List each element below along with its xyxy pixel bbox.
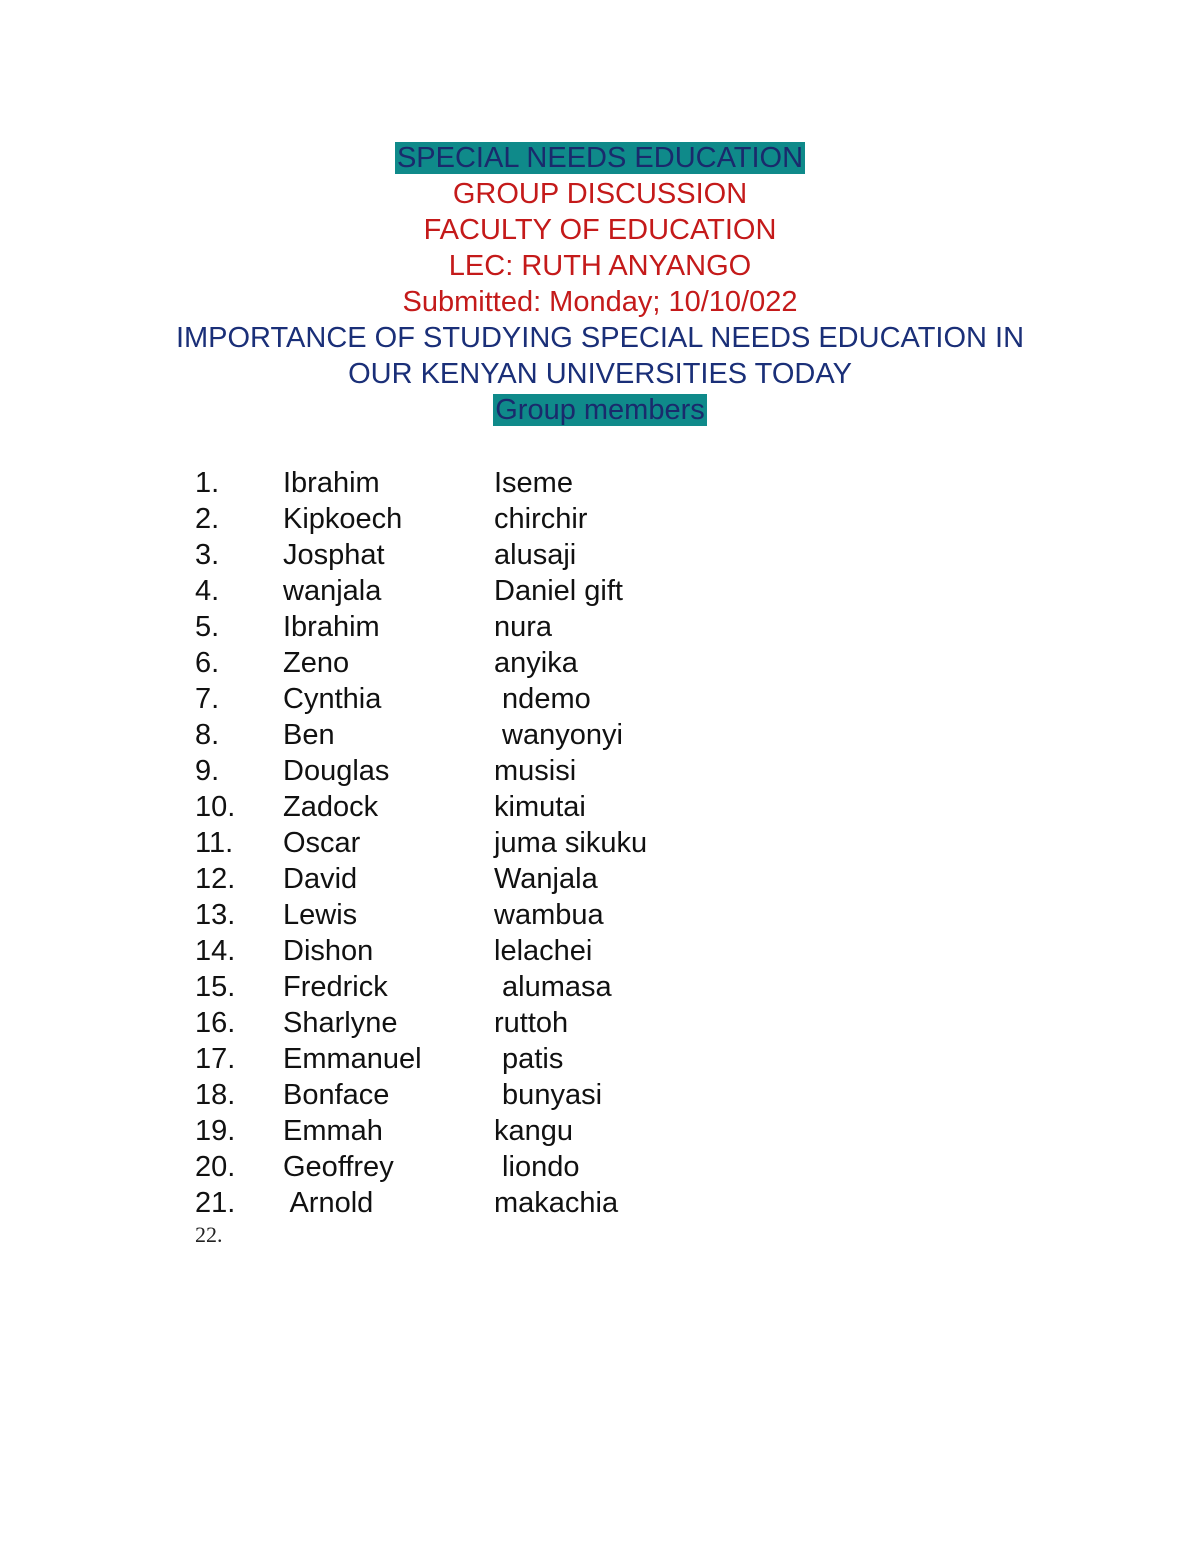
member-first-name: Bonface	[283, 1079, 390, 1111]
list-item	[0, 645, 1200, 681]
member-number: 2.	[195, 503, 220, 535]
list-item	[0, 573, 1200, 609]
document-header	[0, 140, 1200, 428]
course-title-line	[0, 140, 1200, 176]
member-first-name: Dishon	[283, 935, 374, 967]
list-item	[0, 1149, 1200, 1185]
member-first-name: Kipkoech	[283, 503, 403, 535]
member-number: 5.	[195, 611, 220, 643]
member-last-name: bunyasi	[494, 1079, 603, 1111]
list-item	[0, 1185, 1200, 1221]
member-first-name: Lewis	[283, 899, 358, 931]
list-item	[0, 825, 1200, 861]
list-item	[0, 1113, 1200, 1149]
member-number: 15.	[195, 971, 236, 1003]
member-number: 20.	[195, 1151, 236, 1183]
topic-line-2: OUR KENYAN UNIVERSITIES TODAY	[348, 358, 852, 390]
lecturer-name: LEC: RUTH ANYANGO	[448, 250, 752, 282]
members-heading-line	[0, 392, 1200, 428]
member-first-name: Geoffrey	[283, 1151, 394, 1183]
member-last-name: lelachei	[494, 935, 593, 967]
list-item	[0, 717, 1200, 753]
member-number: 21.	[195, 1187, 236, 1219]
topic-line-1: IMPORTANCE OF STUDYING SPECIAL NEEDS EDUCATION IN	[175, 322, 1025, 354]
list-item	[0, 861, 1200, 897]
member-number: 1.	[195, 467, 220, 499]
list-item	[0, 465, 1200, 501]
member-number: 19.	[195, 1115, 236, 1147]
list-item	[0, 933, 1200, 969]
member-last-name: nura	[494, 611, 553, 643]
member-number: 9.	[195, 755, 220, 787]
list-item	[0, 789, 1200, 825]
member-first-name: Ben	[283, 719, 335, 751]
trailing-list-number: 22.	[195, 1222, 223, 1247]
member-last-name: patis	[494, 1043, 564, 1075]
member-last-name: anyika	[494, 647, 578, 679]
member-last-name: Daniel gift	[494, 575, 623, 607]
member-number: 3.	[195, 539, 220, 571]
list-item	[0, 681, 1200, 717]
member-first-name: David	[283, 863, 358, 895]
member-last-name: Wanjala	[494, 863, 598, 895]
members-list	[0, 465, 1200, 1221]
member-last-name: wanyonyi	[494, 719, 623, 751]
member-first-name: Ibrahim	[283, 467, 380, 499]
member-number: 14.	[195, 935, 236, 967]
member-number: 16.	[195, 1007, 236, 1039]
member-number: 11.	[195, 827, 234, 859]
member-first-name: Cynthia	[283, 683, 382, 715]
member-last-name: ndemo	[494, 683, 591, 715]
member-number: 10.	[195, 791, 236, 823]
activity-title: GROUP DISCUSSION	[452, 178, 748, 210]
member-number: 8.	[195, 719, 220, 751]
member-last-name: musisi	[494, 755, 577, 787]
member-number: 17.	[195, 1043, 236, 1075]
list-item	[0, 897, 1200, 933]
faculty-title: FACULTY OF EDUCATION	[423, 214, 777, 246]
list-item	[0, 609, 1200, 645]
list-item	[0, 537, 1200, 573]
course-title: SPECIAL NEEDS EDUCATION	[396, 142, 804, 174]
members-heading: Group members	[495, 394, 705, 426]
member-last-name: kimutai	[494, 791, 586, 823]
list-item	[0, 1005, 1200, 1041]
member-first-name: Sharlyne	[283, 1007, 398, 1039]
member-last-name: chirchir	[494, 503, 588, 535]
member-first-name: Arnold	[283, 1187, 374, 1219]
member-first-name: Emmanuel	[283, 1043, 422, 1075]
member-last-name: juma sikuku	[494, 827, 648, 859]
member-number: 7.	[195, 683, 220, 715]
member-last-name: liondo	[494, 1151, 580, 1183]
list-item	[0, 1041, 1200, 1077]
submission-date: Submitted: Monday; 10/10/022	[402, 286, 798, 318]
member-number: 13.	[195, 899, 236, 931]
list-item	[0, 1077, 1200, 1113]
member-number: 12.	[195, 863, 236, 895]
member-first-name: Douglas	[283, 755, 390, 787]
member-last-name: kangu	[494, 1115, 574, 1147]
member-last-name: alusaji	[494, 539, 577, 571]
member-last-name: wambua	[494, 899, 604, 931]
member-first-name: Oscar	[283, 827, 361, 859]
member-number: 4.	[195, 575, 220, 607]
member-first-name: Fredrick	[283, 971, 388, 1003]
member-last-name: ruttoh	[494, 1007, 569, 1039]
member-first-name: Zeno	[283, 647, 350, 679]
member-last-name: alumasa	[494, 971, 612, 1003]
member-first-name: Zadock	[283, 791, 379, 823]
member-number: 18.	[195, 1079, 236, 1111]
member-last-name: Iseme	[494, 467, 573, 499]
member-first-name: Josphat	[283, 539, 385, 571]
member-first-name: wanjala	[283, 575, 382, 607]
list-item	[0, 969, 1200, 1005]
list-item	[0, 501, 1200, 537]
member-first-name: Emmah	[283, 1115, 383, 1147]
member-first-name: Ibrahim	[283, 611, 380, 643]
member-number: 6.	[195, 647, 220, 679]
member-last-name: makachia	[494, 1187, 619, 1219]
list-item	[0, 753, 1200, 789]
